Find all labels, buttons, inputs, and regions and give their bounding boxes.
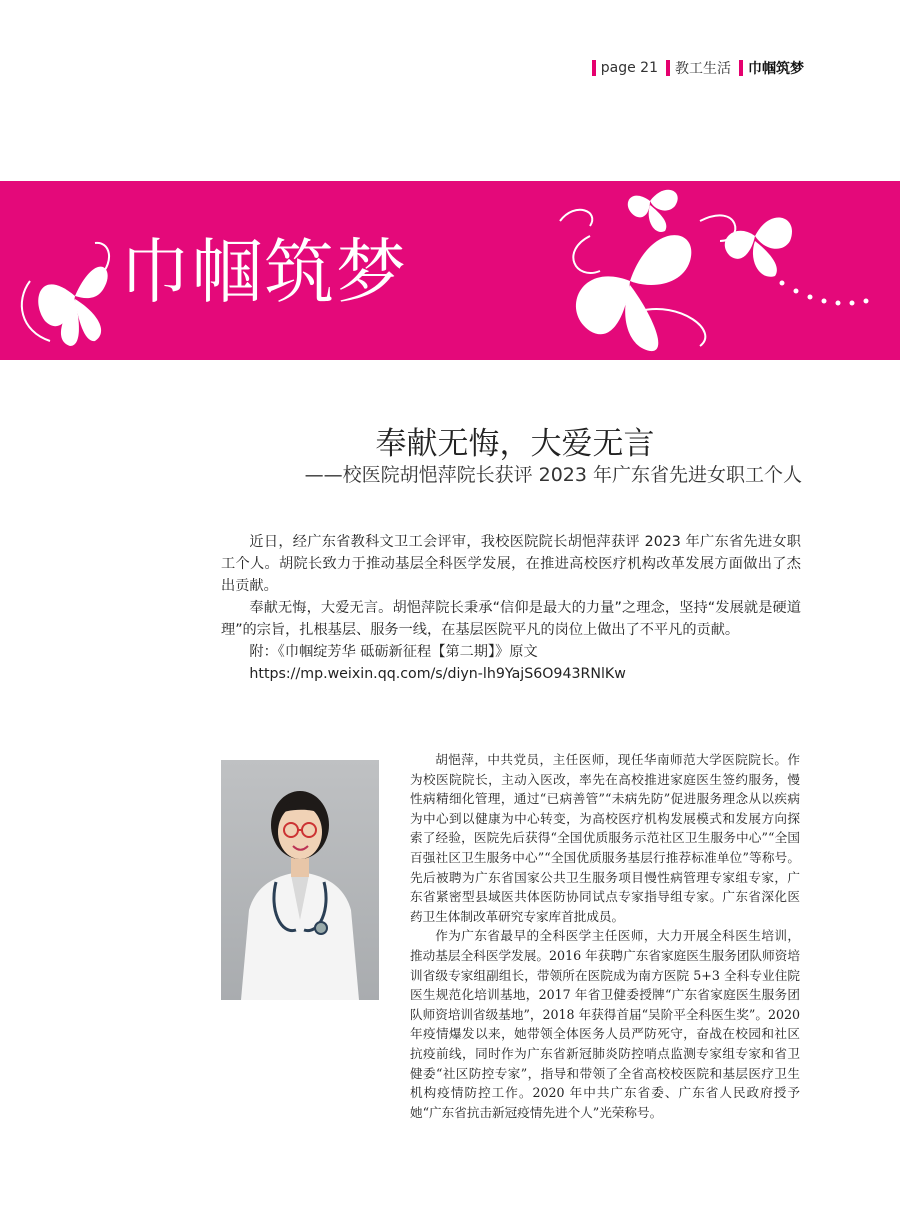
bio-paragraph: 胡悒萍，中共党员，主任医师，现任华南师范大学医院院长。作为校医院院长，主动入医改，率先在高校推进家庭医生签约服务，慢性病精细化管理，通过“已病善管”“未病先防”促进服务理念从以疾病为中心到以健康为中心转变，为高校医疗机构发展模式和发展方向探索了经验，医院先后获得“全国优质服务示范社区卫生服务中心”“全国百强社区卫生服务中心”“全国优质服务基层行推荐标准单位”等称号。先后被聘为广东省国家公共卫生服务项目慢性病管理专家组专家，广东省紧密型县域医共体医防协同试点专家指导组专家。广东省深化医药卫生体制改革研究专家库首批成员。 — [410, 752, 800, 924]
intro-paragraph: 奉献无悔，大爱无言。胡悒萍院长秉承“信仰是最大的力量”之理念，坚持“发展就是硬道理”的宗旨，扎根基层、服务一线，在基层医院平凡的岗位上做出了不平凡的贡献。 — [221, 600, 801, 638]
header-bar — [666, 60, 670, 76]
section-banner — [0, 181, 900, 360]
portrait-photo — [221, 760, 379, 1000]
article-link[interactable]: https://mp.weixin.qq.com/s/diyn-lh9YajS6O943RNlKw — [249, 666, 626, 682]
header-bar — [592, 60, 596, 76]
header-category: 教工生活 — [675, 61, 731, 77]
banner-title: 巾帼筑梦 — [120, 231, 408, 313]
page-number: page 21 — [600, 60, 658, 76]
article-subtitle: ——校医院胡悒萍院长获评 2023 年广东省先进女职工个人 — [304, 464, 802, 486]
header-section: 巾帼筑梦 — [748, 61, 804, 77]
article-intro — [221, 531, 801, 685]
butterfly-icon — [576, 235, 691, 351]
bio-paragraph: 作为广东省最早的全科医学主任医师，大力开展全科医生培训，推动基层全科医学发展。2016 年获聘广东省家庭医生服务团队师资培训省级专家组副组长，带领所在医院成为南方医院 5+3 全科专业住院医生规范化培训基地，2017 年省卫健委授牌“广东省家庭医生服务团队师资培训省级基地”，2018 年获得首届“吴阶平全科医生奖”。2020 年疫情爆发以来，她带领全体医务人员严防死守，奋战在校园和社区抗疫前线，同时作为广东省新冠肺炎防控哨点监测专家组专家和省卫健委“社区防控专家”，指导和带领了全省高校校医院和基层医疗卫生机构疫情防控工作。2020 年中共广东省委、广东省人民政府授予她“广东省抗击新冠疫情先进个人”光荣称号。 — [410, 928, 800, 1120]
butterfly-icon — [38, 267, 107, 346]
article-title: 奉献无悔，大爱无言 — [375, 426, 655, 462]
attachment-note: 附：《巾帼绽芳华 砥砺新征程【第二期】》原文 — [249, 644, 538, 660]
running-header — [592, 58, 804, 78]
butterfly-icon — [628, 190, 678, 232]
bio-text — [410, 750, 800, 1122]
intro-paragraph: 近日，经广东省教科文卫工会评审，我校医院院长胡悒萍获评 2023 年广东省先进女职工个人。胡院长致力于推动基层全科医学发展，在推进高校医疗机构改革发展方面做出了杰出贡献。 — [221, 534, 801, 594]
header-bar — [739, 60, 743, 76]
